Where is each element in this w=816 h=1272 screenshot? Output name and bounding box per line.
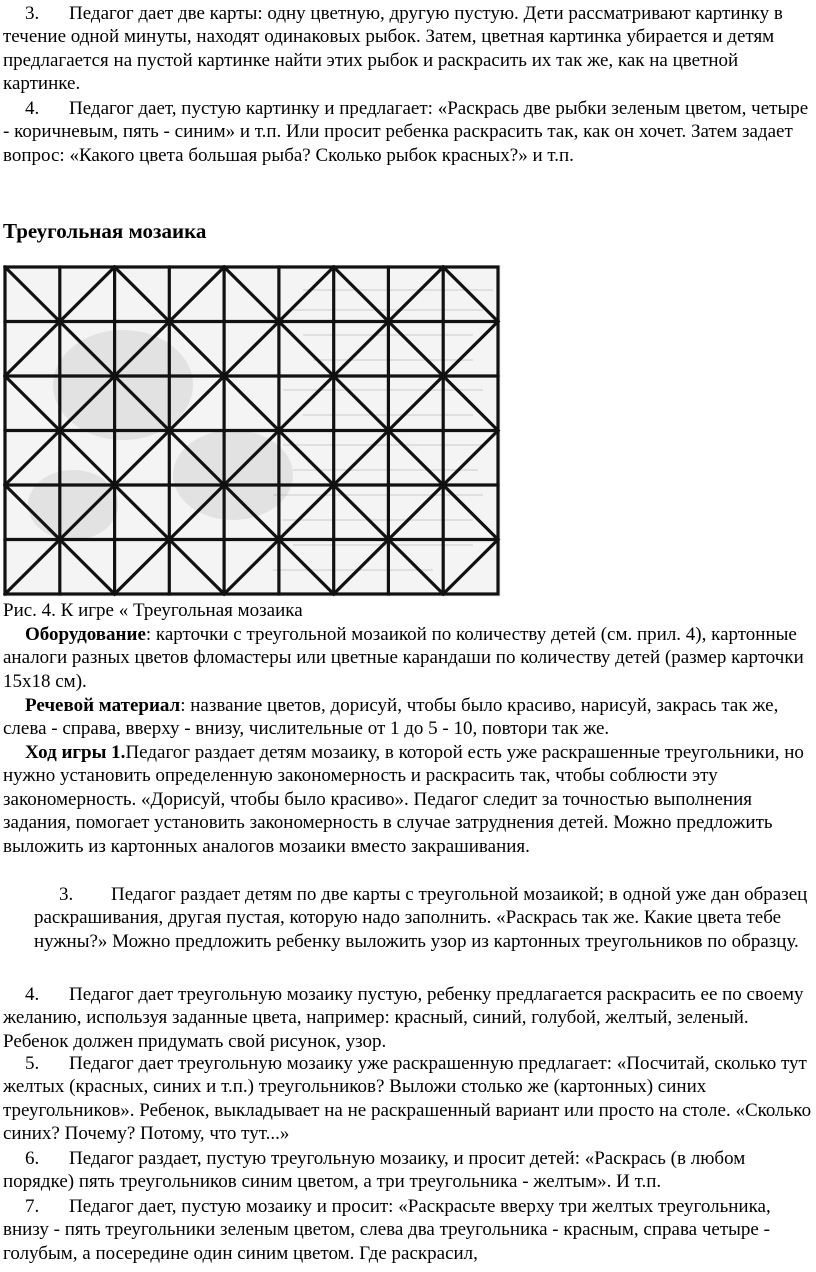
list-text: Педагог дает, пустую картинку и предлагает: «Раскрась две рыбки зеленым цветом, четыре - коричневым, пять - синим» и т.п. Или просит ребенка раскрасить так, как он хочет. Затем задает вопрос: «Какого цвета большая рыба? Сколько рыбок красных?» и т.п. (3, 98, 809, 166)
list-text: Педагог раздает детям по две карты с треугольной мозаикой; в одной уже дан образец раскрашивания, другая пустая, которую надо заполнить. «Раскрась так же. Какие цвета тебе нужны?» Можно предложить ребенку выложить узор из картонных треугольников по образцу. (34, 884, 808, 952)
list-number: 3. (25, 3, 40, 24)
list-item-3-bottom (34, 883, 810, 953)
list-number: 4. (25, 98, 40, 119)
list-text: Педагог дает, пустую мозаику и просит: «Раскрасьте вверху три желтых треугольника, внизу - пять треугольники зеленым цветом, слева два треугольника - красным, справа четыре - голубым, а посередине один синим цветом. Где раскрасил, (3, 1196, 771, 1264)
section-title: Треугольная мозаика (3, 219, 207, 243)
list-item-4-bottom (3, 983, 813, 1053)
figure-caption: Рис. 4. К игре « Треугольная мозаика (3, 600, 303, 621)
game-procedure-text: Педагог раздает детям мозаику, в которой есть уже раскрашенные треугольники, но нужно установить определенную закономерность и раскрасить так, чтобы соблюсти эту закономерность. «Дорисуй, чтобы было красиво». Педагог следит за точностью выполнения задания, помогает установить закономерность в случае затруднения детей. Можно предложить выложить из картонных аналогов мозаики вместо закрашивания. (3, 742, 804, 857)
list-item-7-bottom (3, 1195, 813, 1265)
list-item-5-bottom (3, 1052, 813, 1146)
speech-material-paragraph (3, 694, 813, 741)
list-number: 3. (59, 884, 74, 905)
list-number: 5. (25, 1053, 40, 1074)
equipment-label: Оборудование (25, 624, 146, 645)
game-procedure-paragraph (3, 741, 813, 858)
list-text: Педагог раздает, пустую треугольную мозаику, и просит детей: «Раскрась (в любом порядке) пять треугольников синим цветом, а три треугольника - желтым». И т.п. (3, 1148, 746, 1193)
list-number: 4. (25, 984, 40, 1005)
speech-material-label: Речевой материал (25, 695, 181, 716)
list-item-3-top (3, 2, 813, 96)
list-number: 7. (25, 1196, 40, 1217)
game-procedure-label: Ход игры 1. (25, 742, 126, 763)
list-text: Педагог дает треугольную мозаику пустую, ребенку предлагается раскрасить ее по своему желанию, используя заданные цвета, например: красный, синий, голубой, желтый, зеленый. Ребенок должен придумать свой рисунок, узор. (3, 984, 804, 1052)
speech-material-text: : название цветов, дорисуй, чтобы было красиво, нарисуй, закрась так же, слева - справа, вверху - внизу, числительные от 1 до 5 - 10, повтори так же. (3, 695, 779, 740)
list-number: 6. (25, 1148, 40, 1169)
list-item-4-top (3, 97, 813, 167)
equipment-paragraph (3, 623, 813, 693)
triangle-mosaic-figure (3, 265, 501, 597)
equipment-text: : карточки с треугольной мозаикой по количеству детей (см. прил. 4), картонные аналоги разных цветов фломастеры или цветные карандаши по количеству детей (размер карточки 15х18 см). (3, 624, 804, 692)
list-text: Педагог дает треугольную мозаику уже раскрашенную предлагает: «Посчитай, сколько тут желтых (красных, синих и т.п.) треугольников? Выложи столько же (картонных) синих треугольников». Ребенок, выкладывает на не раскрашенный вариант или просто на столе. «Сколько синих? Почему? Потому, что тут...» (3, 1053, 812, 1145)
list-item-6-bottom (3, 1147, 813, 1194)
list-text: Педагог дает две карты: одну цветную, другую пустую. Дети рассматривают картинку в течение одной минуты, находят одинаковых рыбок. Затем, цветная картинка убирается и детям предлагается на пустой картинке найти этих рыбок и раскрасить их так же, как на цветной картинке. (3, 3, 783, 95)
